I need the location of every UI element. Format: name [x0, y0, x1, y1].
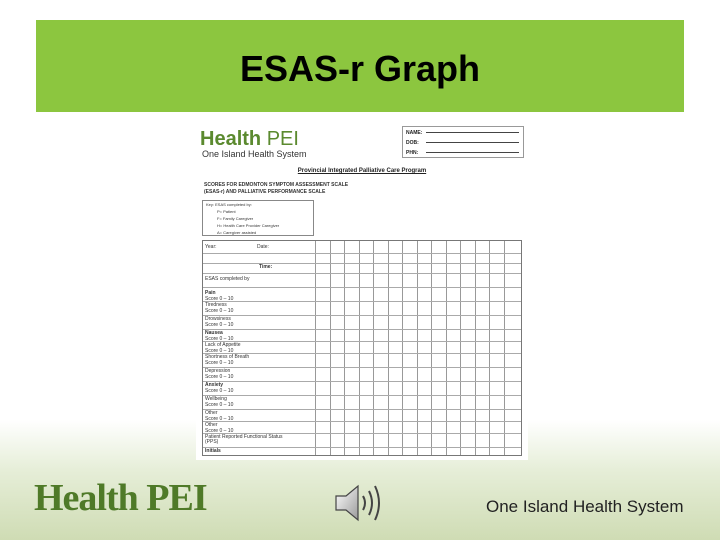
row-score: Score 0 – 10 — [205, 308, 234, 314]
grid-row-line — [203, 381, 521, 382]
row-name: Shortness of Breath — [205, 354, 250, 360]
document-logo-pei: PEI — [266, 128, 299, 150]
completed-by-label: ESAS completed by — [205, 276, 250, 282]
key-title: Key: ESAS completed by: — [206, 202, 252, 207]
grid-row-line — [203, 263, 521, 264]
key-item: A= Caregiver assisted — [217, 230, 257, 235]
key-box — [202, 200, 314, 236]
row-score: Score 0 – 10 — [205, 374, 234, 380]
key-item: H= Health Care Provider Caregiver — [217, 223, 280, 228]
row-score: Score 0 – 10 — [205, 348, 234, 354]
row-score: Score 0 – 10 — [205, 428, 234, 434]
patient-field-label: NAME: — [406, 129, 423, 136]
program-title: Provincial Integrated Palliative Care Program — [297, 168, 427, 174]
row-score: Score 0 – 10 — [205, 322, 234, 328]
row-name: Anxiety — [205, 382, 224, 388]
document-logo-health: Health — [200, 128, 262, 150]
patient-field-label: DOB: — [406, 139, 419, 146]
row-score: Score 0 – 10 — [205, 296, 234, 302]
slide-title: ESAS-r Graph — [239, 48, 481, 89]
date-label: Date: — [257, 244, 269, 250]
grid-row-line — [203, 287, 521, 288]
grid-row-line — [203, 367, 521, 368]
year-label: Year: — [205, 244, 217, 250]
grid-row-line — [203, 409, 521, 410]
pps-label: Patient Reported Functional Status (PPS) — [205, 434, 283, 445]
row-name: Other — [205, 410, 218, 416]
row-name: Pain — [205, 290, 216, 296]
document-tagline: One Island Health System — [202, 149, 307, 159]
row-name: Lack of Appetite — [205, 342, 241, 348]
footer-logo — [34, 476, 207, 520]
row-score: Score 0 – 10 — [205, 336, 234, 342]
grid-row-line — [203, 447, 521, 448]
grid-row-line — [203, 421, 521, 422]
grid-row-line — [203, 301, 521, 302]
grid-row-line — [203, 395, 521, 396]
grid-row-line — [203, 353, 521, 354]
row-score: Score 0 – 10 — [205, 402, 234, 408]
esas-form-image — [196, 124, 528, 460]
speaker-icon[interactable] — [332, 480, 390, 526]
row-name: Nausea — [205, 330, 223, 336]
esas-score-grid — [202, 240, 522, 456]
scale-title: SCORES FOR EDMONTON SYMPTOM ASSESSMENT SCALE (ESAS-r) AND PALLIATIVE PERFORMANCE SCALE — [204, 182, 349, 195]
row-name: Drowsiness — [205, 316, 231, 322]
row-name: Depression — [205, 368, 231, 374]
patient-field-label: PHN: — [406, 149, 419, 156]
grid-row-line — [203, 315, 521, 316]
initials-label: Initials — [205, 448, 221, 454]
grid-row-line — [203, 253, 521, 254]
footer-logo-health: Health — [34, 477, 138, 519]
grid-row-line — [203, 273, 521, 274]
document-logo — [200, 128, 299, 151]
key-item: F= Family Caregiver — [217, 216, 254, 221]
row-score: Score 0 – 10 — [205, 416, 234, 422]
grid-row-line — [203, 433, 521, 434]
row-name: Tiredness — [205, 302, 227, 308]
row-name: Other — [205, 422, 218, 428]
grid-row-line — [203, 329, 521, 330]
patient-info-box — [402, 126, 524, 158]
row-score: Score 0 – 10 — [205, 388, 234, 394]
footer-tagline: One Island Health System — [486, 497, 684, 516]
key-item: P= Patient — [217, 209, 236, 214]
row-name: Wellbeing — [205, 396, 227, 402]
time-label: Time: — [259, 264, 273, 270]
grid-row-line — [203, 341, 521, 342]
row-score: Score 0 – 10 — [205, 360, 234, 366]
footer-logo-pei: PEI — [146, 477, 207, 519]
